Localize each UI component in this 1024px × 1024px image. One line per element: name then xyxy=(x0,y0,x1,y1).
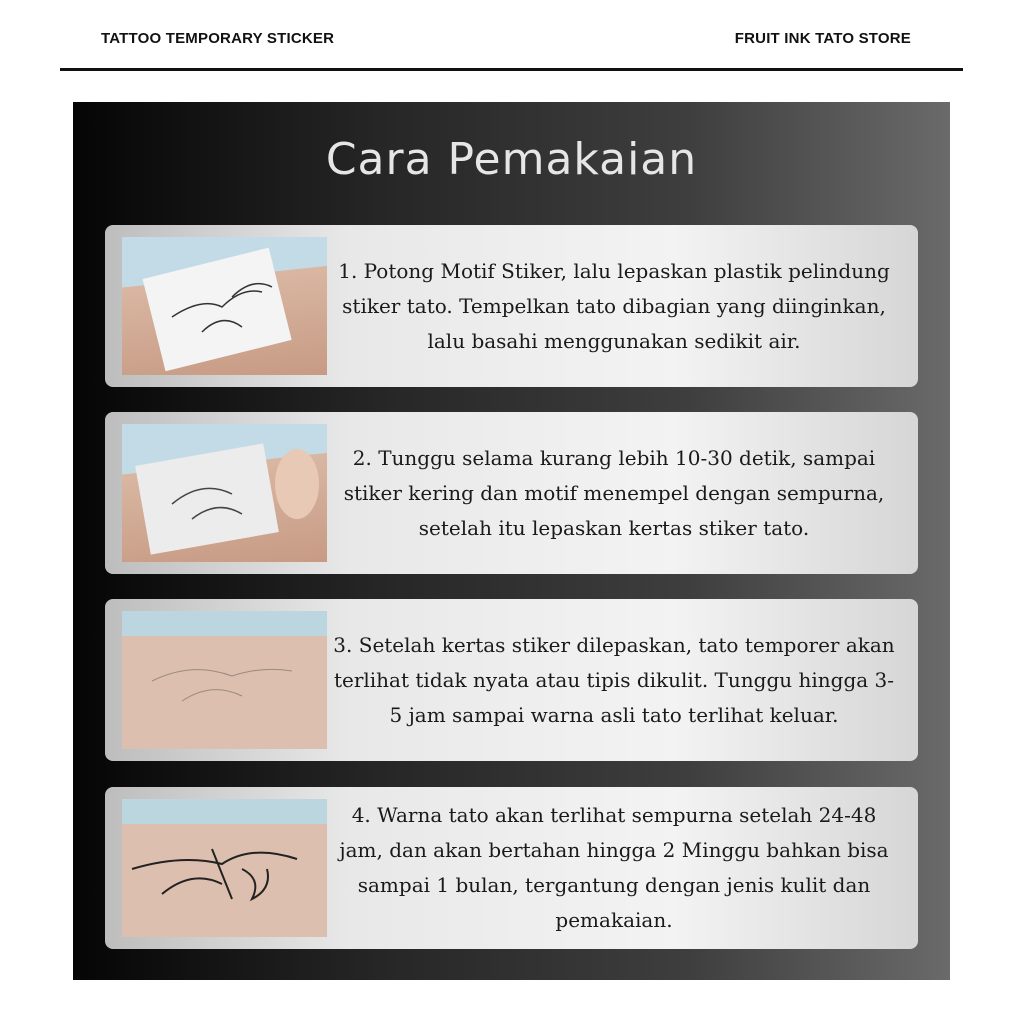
step-card-2 xyxy=(105,412,918,574)
step-2-photo xyxy=(122,424,327,562)
instructions-panel xyxy=(73,102,950,980)
header-divider xyxy=(60,68,963,71)
store-name: FRUIT INK TATO STORE xyxy=(734,30,911,47)
step-card-4 xyxy=(105,787,918,949)
step-4-photo xyxy=(122,799,327,937)
step-1-photo xyxy=(122,237,327,375)
step-4-text: 4. Warna tato akan terlihat sempurna setelah 24-48 jam, dan akan bertahan hingga 2 Minggu bahkan bisa sampai 1 bulan, tergantung dengan jenis kulit dan pemakaian. xyxy=(339,803,889,932)
step-3-photo xyxy=(122,611,327,749)
step-card-1 xyxy=(105,225,918,387)
step-card-3 xyxy=(105,599,918,761)
step-2-text: 2. Tunggu selama kurang lebih 10-30 detik, sampai stiker kering dan motif menempel dengan sempurna, setelah itu lepaskan kertas stiker tato. xyxy=(343,445,885,540)
step-3-text: 3. Setelah kertas stiker dilepaskan, tato temporer akan terlihat tidak nyata atau tipis dikulit. Tunggu hingga 3-5 jam sampai warna asli tato terlihat keluar. xyxy=(333,632,895,727)
product-type-label: TATTOO TEMPORARY STICKER xyxy=(101,30,335,47)
panel-title: Cara Pemakaian xyxy=(325,134,698,185)
step-1-text: 1. Potong Motif Stiker, lalu lepaskan plastik pelindung stiker tato. Tempelkan tato dibagian yang diinginkan, lalu basahi menggunakan sedikit air. xyxy=(338,258,890,353)
